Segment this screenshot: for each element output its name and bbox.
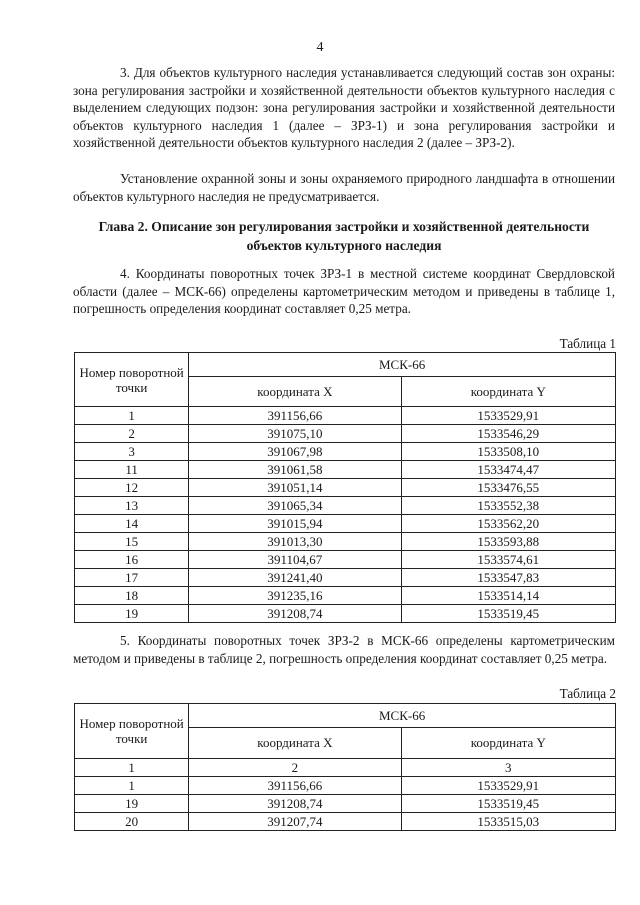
point-number-cell: 19 [75,795,189,813]
coordinate-y-cell: 1533514,14 [401,587,615,605]
coordinate-y-cell: 1533508,10 [401,443,615,461]
paragraph-4: 4. Координаты поворотных точек ЗРЗ-1 в местной системе координат Свердловской области (далее – МСК-66) определены картометрическим методом и приведены в таблице 1, погрешность определения координат составляет 0,25 метра. [73,266,615,317]
coordinate-x-cell: 391015,94 [189,515,401,533]
point-number-cell: 16 [75,551,189,569]
chapter-heading: Глава 2. Описание зон регулирования застройки и хозяйственной деятельности объектов культурного наследия [98,219,590,253]
table-row [75,407,616,425]
coordinate-y-cell: 1533546,29 [401,425,615,443]
table-row [75,479,616,497]
coordinate-y-cell: 1533574,61 [401,551,615,569]
table-row [75,533,616,551]
table-row [75,587,616,605]
table-row [75,515,616,533]
table-row [75,551,616,569]
coordinate-y-cell: 1533593,88 [401,533,615,551]
coordinate-x-cell: 391051,14 [189,479,401,497]
table-row [75,497,616,515]
point-number-cell: 11 [75,461,189,479]
header-coordinate-system: МСК-66 [189,353,616,377]
column-number-2: 2 [189,759,401,777]
coordinate-x-cell: 391104,67 [189,551,401,569]
point-number-cell: 15 [75,533,189,551]
coordinate-y-cell: 1533519,45 [401,605,615,623]
coordinate-x-cell: 391061,58 [189,461,401,479]
table1-caption: Таблица 1 [559,336,616,351]
page-number: 4 [316,40,324,55]
point-number-cell: 18 [75,587,189,605]
table-row [75,605,616,623]
coordinate-y-cell: 1533529,91 [401,777,615,795]
table-row [75,569,616,587]
point-number-cell: 1 [75,777,189,795]
table-row [75,777,616,795]
table-row [75,813,616,831]
table-row [75,443,616,461]
coordinate-x-cell: 391235,16 [189,587,401,605]
point-number-cell: 14 [75,515,189,533]
table-row [75,795,616,813]
coordinate-x-cell: 391156,66 [189,407,401,425]
point-number-cell: 20 [75,813,189,831]
table-row [75,461,616,479]
coordinate-x-cell: 391065,34 [189,497,401,515]
coordinate-y-cell: 1533519,45 [401,795,615,813]
point-number-cell: 17 [75,569,189,587]
header-coordinate-system: МСК-66 [189,704,616,728]
coordinate-x-cell: 391013,30 [189,533,401,551]
coordinate-x-cell: 391207,74 [189,813,401,831]
coordinates-table-1 [74,352,616,623]
coordinates-table-2 [74,703,616,831]
coordinate-y-cell: 1533562,20 [401,515,615,533]
coordinate-y-cell: 1533515,03 [401,813,615,831]
coordinate-x-cell: 391067,98 [189,443,401,461]
header-coordinate-x: координата X [189,377,401,407]
header-coordinate-y: координата Y [401,377,615,407]
point-number-cell: 13 [75,497,189,515]
point-number-cell: 2 [75,425,189,443]
header-point-number: Номер поворотной точки [75,353,189,407]
point-number-cell: 3 [75,443,189,461]
coordinate-x-cell: 391075,10 [189,425,401,443]
coordinate-x-cell: 391208,74 [189,795,401,813]
column-number-1: 1 [75,759,189,777]
point-number-cell: 1 [75,407,189,425]
paragraph-protection-zone: Установление охранной зоны и зоны охраняемого природного ландшафта в отношении объектов культурного наследия не предусматривается. [73,171,615,204]
coordinate-x-cell: 391241,40 [189,569,401,587]
coordinate-y-cell: 1533476,55 [401,479,615,497]
table-row [75,425,616,443]
header-coordinate-y: координата Y [401,728,615,759]
header-point-number: Номер поворотной точки [75,704,189,759]
coordinate-x-cell: 391208,74 [189,605,401,623]
column-number-3: 3 [401,759,615,777]
paragraph-5: 5. Координаты поворотных точек ЗРЗ-2 в МСК-66 определены картометрическим методом и приведены в таблице 2, погрешность определения координат составляет 0,25 метра. [73,633,615,666]
coordinate-x-cell: 391156,66 [189,777,401,795]
header-coordinate-x: координата X [189,728,401,759]
table2-caption: Таблица 2 [559,686,616,701]
paragraph-3: 3. Для объектов культурного наследия устанавливается следующий состав зон охраны: зона регулирования застройки и хозяйственной деятельности объектов культурного наследия с выделением следующих подзон: зона регулирования застройки и хозяйственной деятельности объектов культурного наследия 1 (далее – ЗРЗ-1) и зона регулирования застройки и хозяйственной деятельности объектов культурного наследия 2 (далее – ЗРЗ-2). [73,65,615,151]
point-number-cell: 12 [75,479,189,497]
coordinate-y-cell: 1533474,47 [401,461,615,479]
point-number-cell: 19 [75,605,189,623]
coordinate-y-cell: 1533552,38 [401,497,615,515]
coordinate-y-cell: 1533529,91 [401,407,615,425]
coordinate-y-cell: 1533547,83 [401,569,615,587]
